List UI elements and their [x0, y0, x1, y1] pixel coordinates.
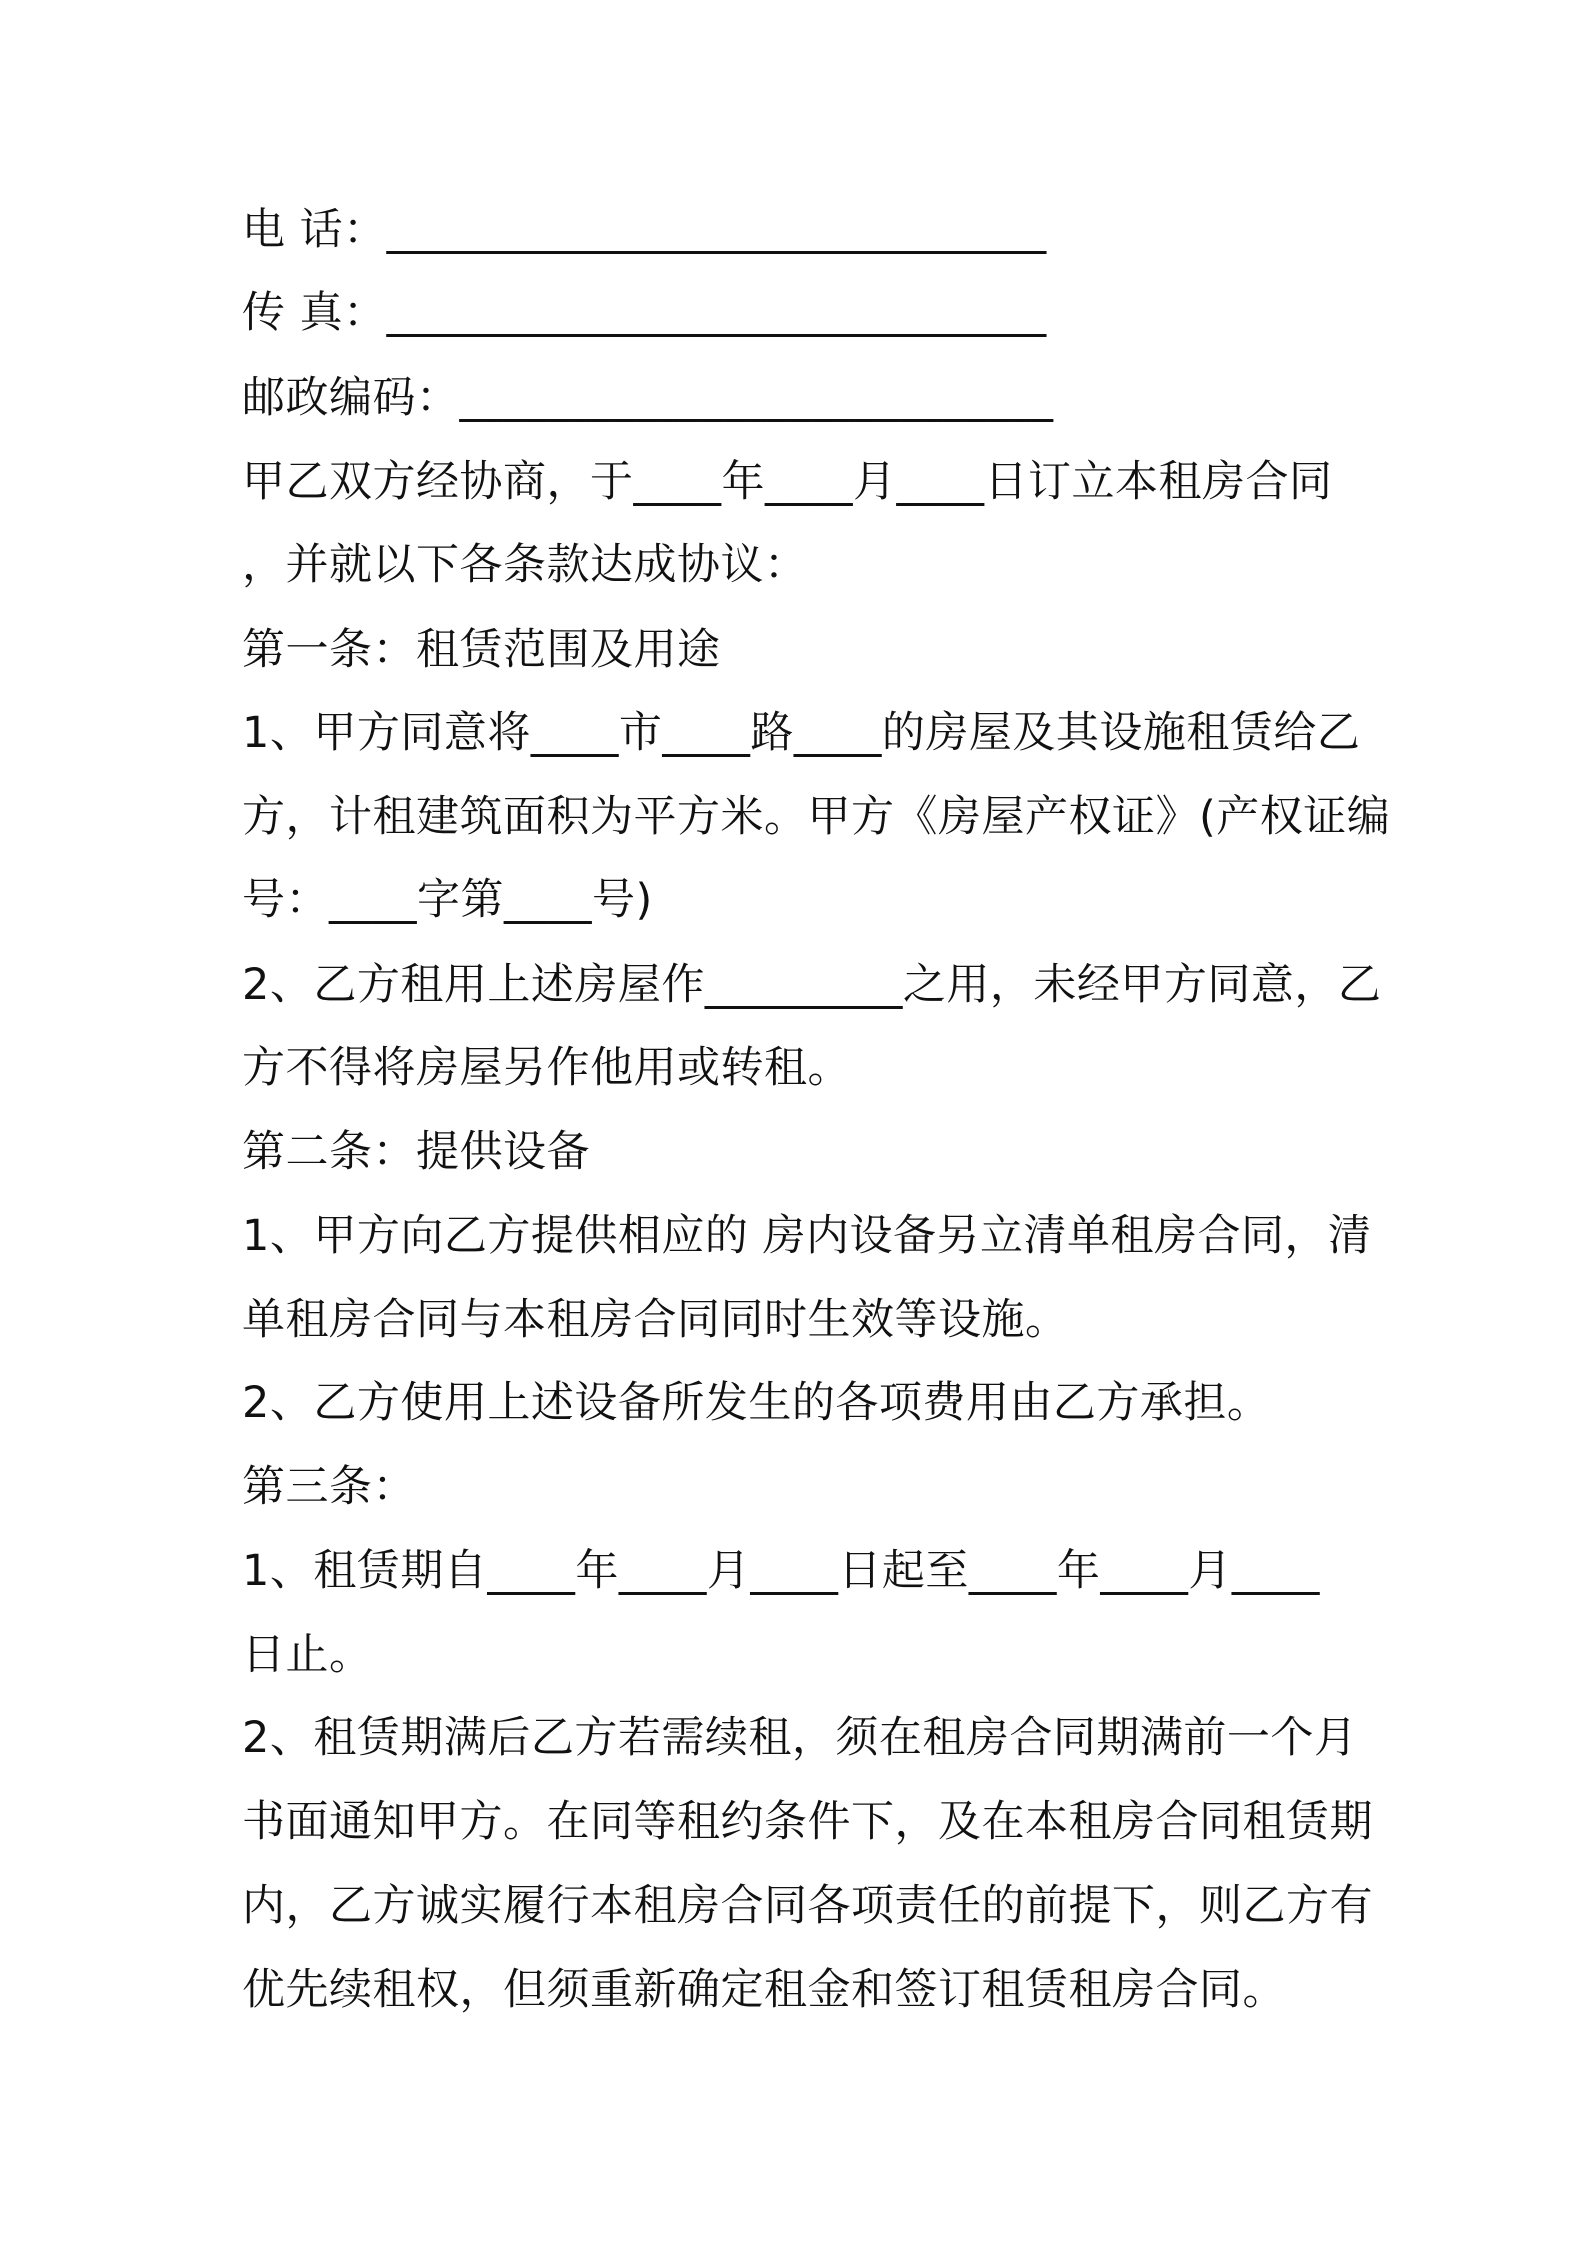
agreement-intro-line-2: ，并就以下各条款达成协议： [242, 540, 808, 590]
phone-line: 电 话：______________________________ [242, 205, 1047, 255]
fax-line: 传 真：______________________________ [242, 288, 1047, 338]
article-1-clause-1-line-3: 号：____字第____号) [242, 875, 653, 925]
article-3-heading: 第三条： [242, 1462, 416, 1512]
article-2-clause-1-line-2: 单租房合同与本租房合同同时生效等设施。 [242, 1295, 1069, 1345]
article-3-clause-2-line-1: 2、租赁期满后乙方若需续租，须在租房合同期满前一个月 [242, 1713, 1358, 1763]
article-1-clause-2-line-2: 方不得将房屋另作他用或转租。 [242, 1043, 851, 1093]
article-1-clause-1-line-1: 1、甲方同意将____市____路____的房屋及其设施租赁给乙 [242, 708, 1361, 758]
article-3-clause-1-line-1: 1、租赁期自____年____月____日起至____年____月____ [242, 1546, 1320, 1596]
article-2-clause-2: 2、乙方使用上述设备所发生的各项费用由乙方承担。 [242, 1378, 1271, 1428]
article-1-clause-1-line-2: 方，计租建筑面积为平方米。甲方《房屋产权证》(产权证编 [242, 792, 1391, 842]
article-1-clause-2-line-1: 2、乙方租用上述房屋作_________之用，未经甲方同意，乙 [242, 960, 1382, 1010]
article-3-clause-1-line-2: 日止。 [242, 1630, 373, 1680]
article-2-heading: 第二条：提供设备 [242, 1127, 590, 1177]
postal-code-line: 邮政编码：___________________________ [242, 373, 1054, 423]
agreement-intro-line-1: 甲乙双方经协商，于____年____月____日订立本租房合同 [242, 457, 1333, 507]
article-1-heading: 第一条：租赁范围及用途 [242, 625, 721, 675]
article-3-clause-2-line-3: 内，乙方诚实履行本租房合同各项责任的前提下，则乙方有 [242, 1881, 1373, 1931]
article-2-clause-1-line-1: 1、甲方向乙方提供相应的 房内设备另立清单租房合同，清 [242, 1211, 1372, 1261]
article-3-clause-2-line-2: 书面通知甲方。在同等租约条件下，及在本租房合同租赁期 [242, 1797, 1373, 1847]
article-3-clause-2-line-4: 优先续租权，但须重新确定租金和签订租赁租房合同。 [242, 1965, 1286, 2015]
